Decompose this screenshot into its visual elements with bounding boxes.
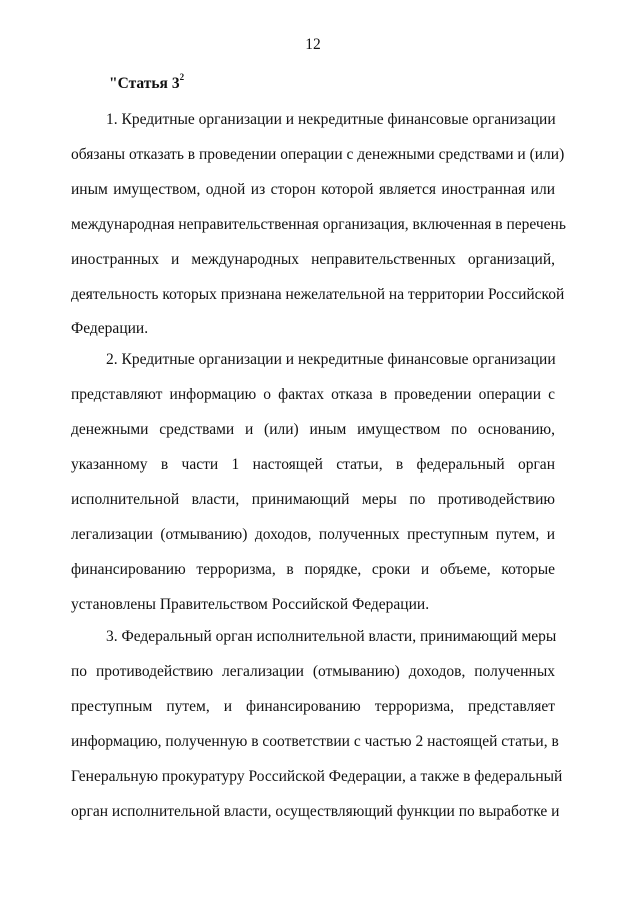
paragraph-3-line-4: информацию, полученную в соответствии с частью 2 настоящей статьи, в <box>71 733 559 750</box>
paragraph-3-line-3: преступным путем, и финансированию терроризма, представляет <box>71 698 555 715</box>
paragraph-3-line-6: орган исполнительной власти, осуществляющий функции по выработке и <box>71 803 560 820</box>
paragraph-1-line-1: 1. Кредитные организации и некредитные финансовые организации <box>106 111 556 128</box>
paragraph-1-line-3: иным имуществом, одной из сторон которой является иностранная или <box>71 181 555 198</box>
article-title-text: "Статья 3 <box>109 75 180 93</box>
article-title <box>109 74 184 93</box>
paragraph-1-line-5: иностранных и международных неправительственных организаций, <box>71 251 555 268</box>
paragraph-1-line-7: Федерации. <box>71 320 149 337</box>
page-number: 12 <box>305 36 321 53</box>
article-title-superscript: 2 <box>179 72 185 82</box>
paragraph-2-line-2: представляют информацию о фактах отказа в проведении операции с <box>71 386 555 403</box>
paragraph-2-line-8: установлены Правительством Российской Федерации. <box>71 596 430 613</box>
paragraph-3-line-2: по противодействию легализации (отмыванию) доходов, полученных <box>71 663 555 680</box>
paragraph-2-line-7: финансированию терроризма, в порядке, сроки и объеме, которые <box>71 561 555 578</box>
paragraph-1-line-2: обязаны отказать в проведении операции с денежными средствами и (или) <box>71 146 565 163</box>
paragraph-3-line-1: 3. Федеральный орган исполнительной власти, принимающий меры <box>106 628 557 645</box>
paragraph-1-line-4: международная неправительственная организация, включенная в перечень <box>71 216 566 233</box>
paragraph-2-line-3: денежными средствами и (или) иным имуществом по основанию, <box>71 421 555 438</box>
paragraph-2-line-5: исполнительной власти, принимающий меры по противодействию <box>71 491 555 508</box>
paragraph-3-line-5: Генеральную прокуратуру Российской Федерации, а также в федеральный <box>71 768 563 785</box>
paragraph-2-line-6: легализации (отмыванию) доходов, полученных преступным путем, и <box>71 526 555 543</box>
paragraph-2-line-4: указанному в части 1 настоящей статьи, в федеральный орган <box>71 456 555 473</box>
paragraph-1-line-6: деятельность которых признана нежелательной на территории Российской <box>71 286 565 303</box>
paragraph-2-line-1: 2. Кредитные организации и некредитные финансовые организации <box>106 351 556 368</box>
